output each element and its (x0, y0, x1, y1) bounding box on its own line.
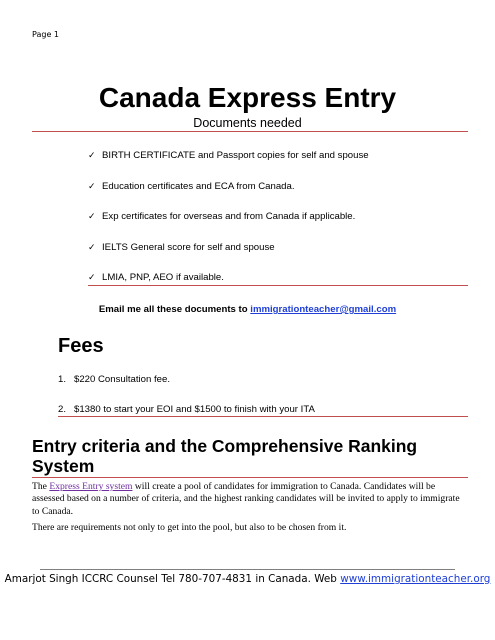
fee-text: $220 Consultation fee. (74, 374, 171, 385)
paragraph-text: will create a pool of candidates for immigration to Canada. Candidates will be assessed based on a number of criteria, and the highest ranking candidates will be invited to apply to immigrate to Canada. (32, 481, 460, 517)
page-footer (0, 573, 495, 585)
fees-heading: Fees (58, 335, 104, 357)
documents-checklist (88, 150, 369, 303)
fee-number: 1. (58, 374, 67, 385)
checklist-divider (88, 285, 468, 286)
checkmark-icon: ✓ (88, 212, 96, 222)
footer-text: Amarjot Singh ICCRC Counsel Tel 780-707-4831 in Canada. Web (4, 573, 341, 585)
checkmark-icon: ✓ (88, 181, 96, 192)
email-link[interactable]: immigrationteacher@gmail.com (250, 304, 397, 315)
footer-divider (40, 569, 455, 570)
document-item-text: Exp certificates for overseas and from Canada if applicable. (102, 211, 356, 222)
fee-text: $1380 to start your EOI and $1500 to finish with your ITA (74, 404, 315, 415)
list-item (58, 374, 315, 404)
fees-list (58, 374, 315, 434)
page-number: Page 1 (32, 30, 59, 39)
document-item-text: IELTS General score for self and spouse (102, 241, 275, 253)
list-item (58, 404, 315, 434)
document-item-text: BIRTH CERTIFICATE and Passport copies for self and spouse (102, 150, 369, 161)
paragraph: There are requirements not only to get into the pool, but also to be chosen from it. (32, 522, 347, 533)
email-prompt: Email me all these documents to (98, 304, 251, 315)
list-item (88, 272, 369, 303)
list-item (88, 242, 369, 273)
express-entry-link[interactable]: Express Entry system (49, 481, 133, 492)
title-divider (32, 131, 468, 132)
section-heading: Entry criteria and the Comprehensive Ranking System (32, 436, 418, 476)
document-subtitle: Documents needed (193, 116, 302, 130)
document-title: Canada Express Entry (98, 82, 397, 113)
checkmark-icon: ✓ (88, 242, 96, 253)
checkmark-icon: ✓ (88, 273, 96, 283)
list-item (88, 181, 369, 212)
paragraph (32, 481, 468, 518)
document-item-text: Education certificates and ECA from Canada. (102, 180, 295, 192)
list-item (88, 211, 369, 242)
fee-number: 2. (58, 404, 67, 415)
fees-divider (58, 416, 468, 417)
email-instruction (0, 304, 495, 315)
paragraph-text: The (32, 481, 50, 492)
list-item (88, 150, 369, 181)
checkmark-icon: ✓ (88, 151, 96, 161)
section-divider (32, 477, 468, 478)
website-link[interactable]: www.immigrationteacher.org (340, 573, 491, 585)
document-item-text: LMIA, PNP, AEO if available. (102, 272, 224, 283)
